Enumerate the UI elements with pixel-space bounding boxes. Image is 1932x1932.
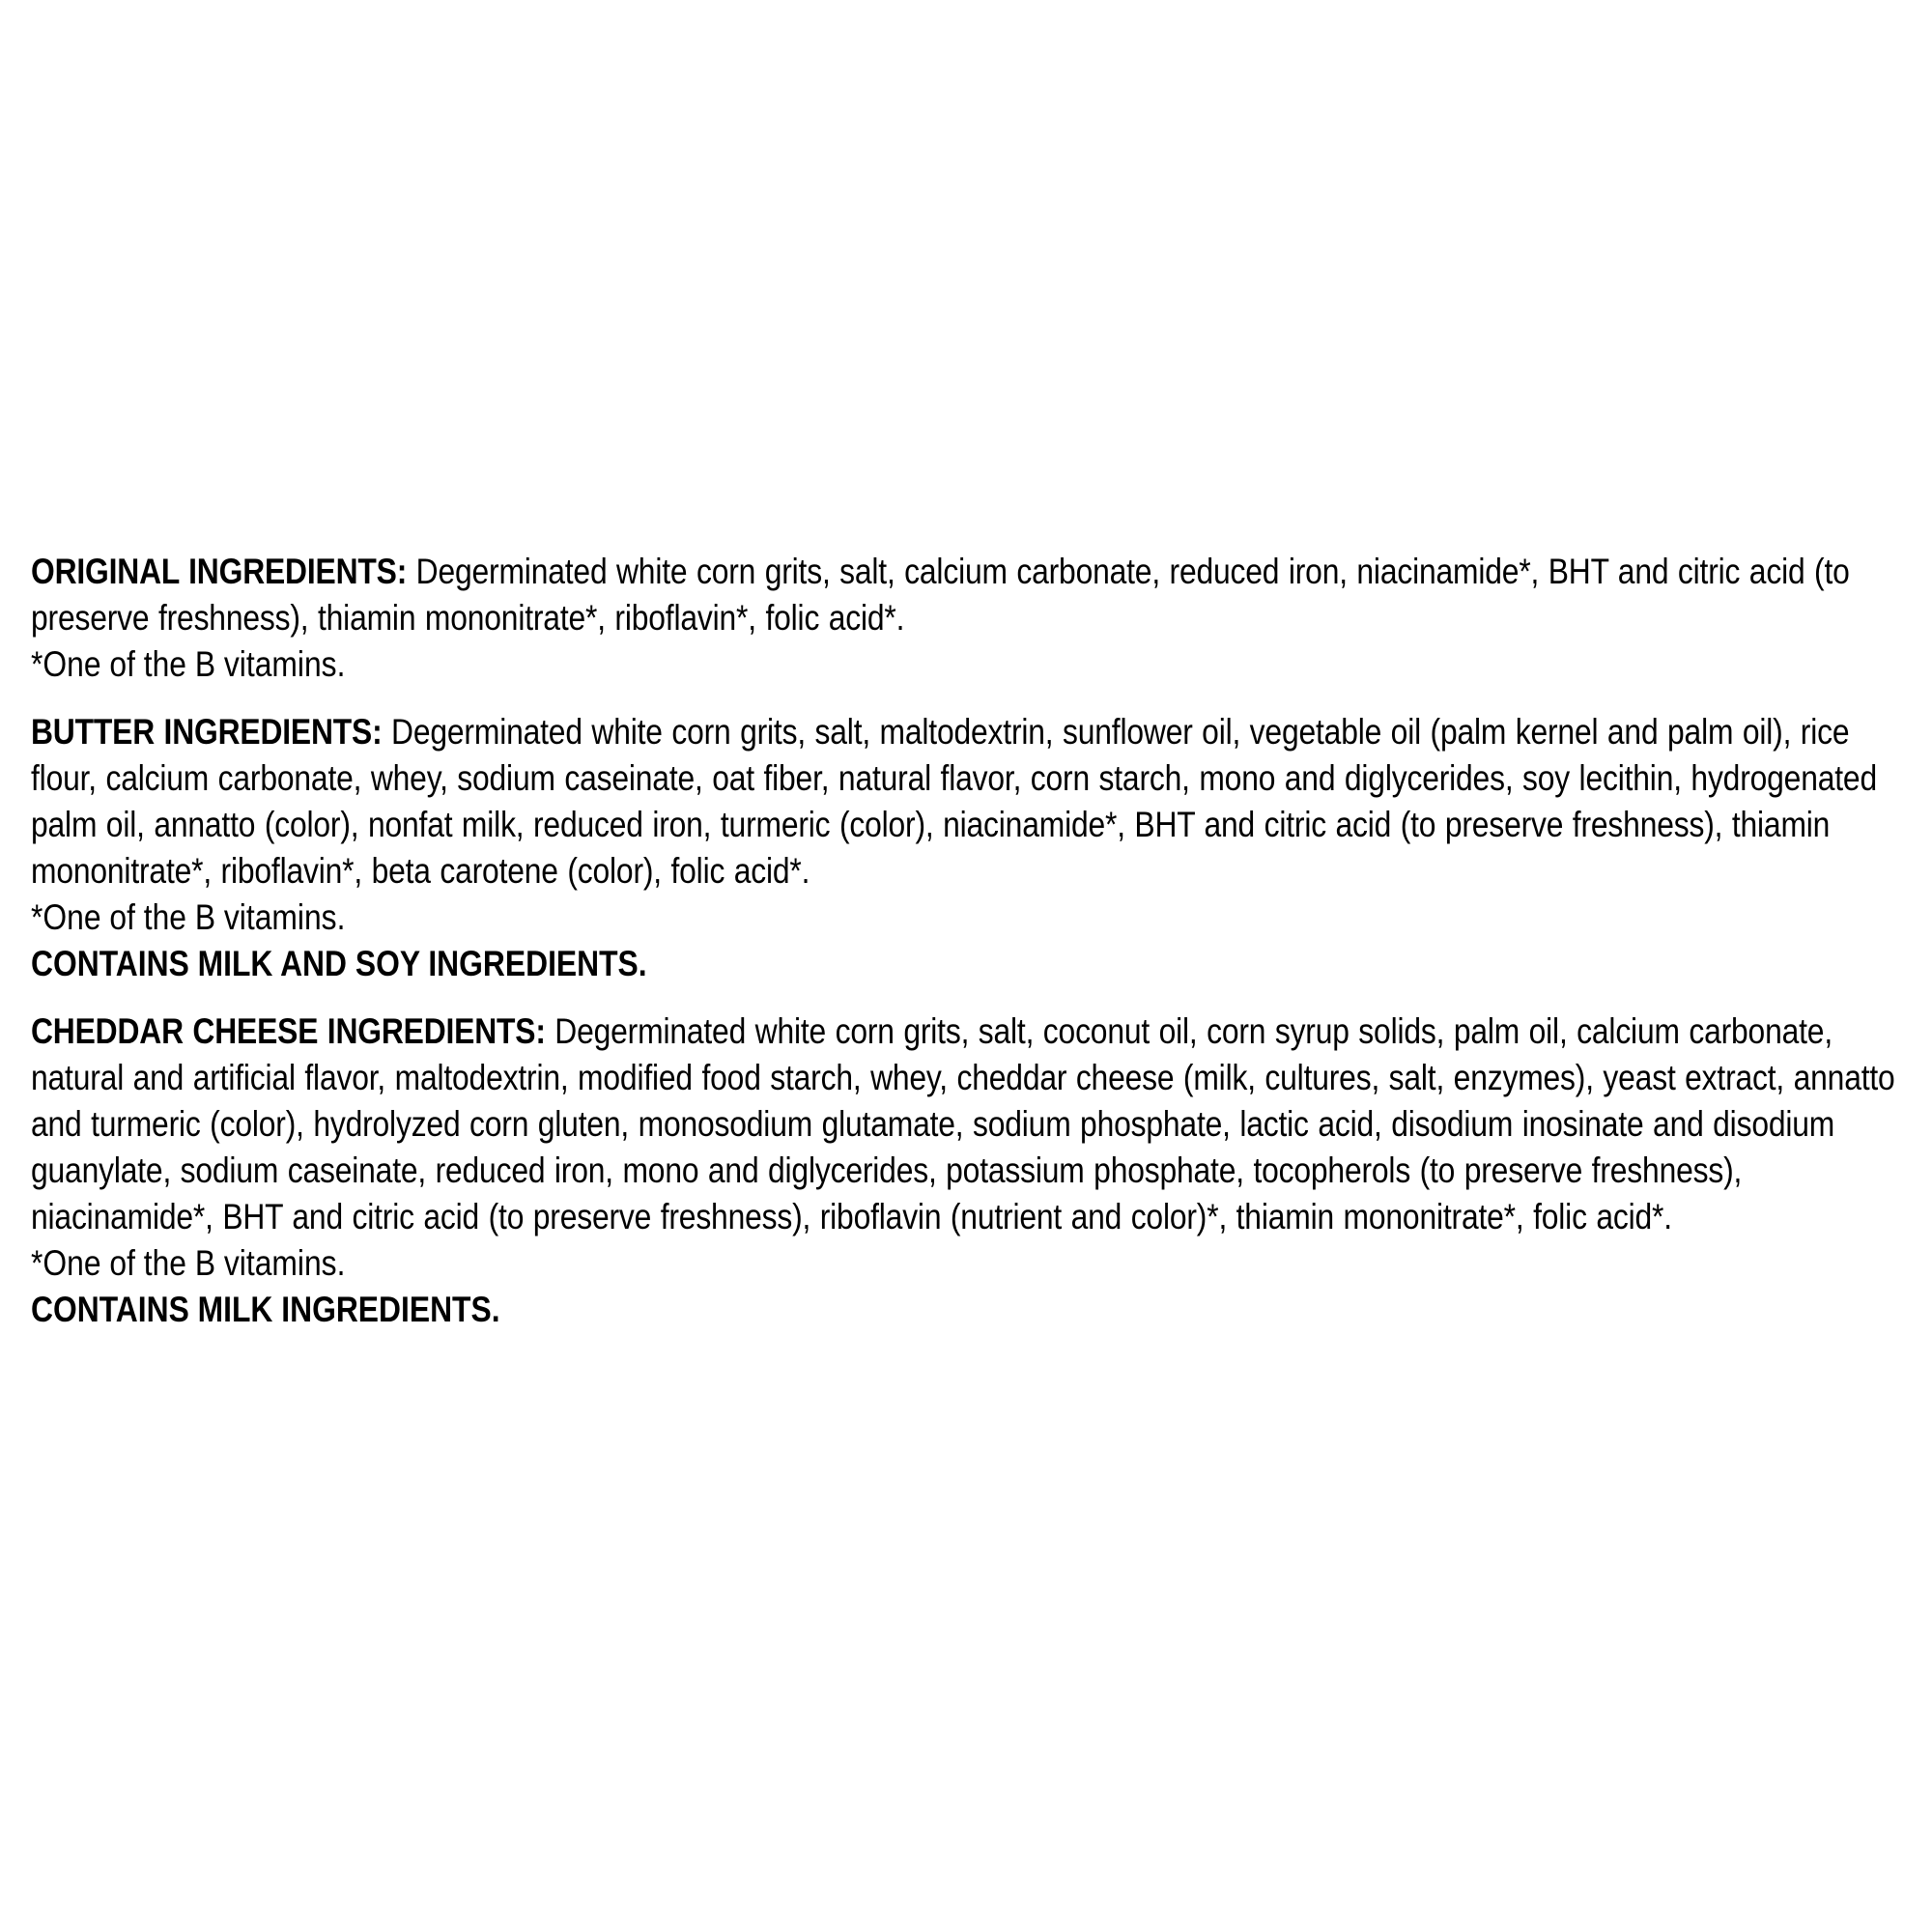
- footnote: *One of the B vitamins.: [31, 1243, 346, 1283]
- ingredients-text: Degerminated white corn grits, salt, calcium carbonate, reduced iron, niacinamide*, BHT and citric acid (to preserve freshness), thiamin mononitrate*, riboflavin*, folic acid*.: [31, 552, 1850, 638]
- section-label: ORIGINAL INGREDIENTS:: [31, 552, 408, 591]
- section-butter: [31, 709, 1913, 987]
- ingredients-paragraph: [31, 549, 1913, 641]
- section-label: CHEDDAR CHEESE INGREDIENTS:: [31, 1011, 546, 1051]
- section-cheddar-cheese: [31, 1009, 1913, 1333]
- section-original: [31, 549, 1913, 688]
- ingredients-text: Degerminated white corn grits, salt, maltodextrin, sunflower oil, vegetable oil (palm kernel and palm oil), rice flour, calcium carbonate, whey, sodium caseinate, oat fiber, natural flavor, corn starch, mono and diglycerides, soy lecithin, hydrogenated palm oil, annatto (color), nonfat milk, reduced iron, turmeric (color), niacinamide*, BHT and citric acid (to preserve freshness), thiamin mononitrate*, riboflavin*, beta carotene (color), folic acid*.: [31, 712, 1877, 891]
- ingredients-panel: [31, 549, 1913, 1354]
- ingredients-paragraph: [31, 709, 1913, 895]
- allergen-statement: CONTAINS MILK INGREDIENTS.: [31, 1290, 500, 1329]
- section-label: BUTTER INGREDIENTS:: [31, 712, 383, 752]
- footnote: *One of the B vitamins.: [31, 897, 346, 937]
- ingredients-paragraph: [31, 1009, 1913, 1240]
- footnote: *One of the B vitamins.: [31, 644, 346, 684]
- ingredients-text: Degerminated white corn grits, salt, coconut oil, corn syrup solids, palm oil, calcium carbonate, natural and artificial flavor, maltodextrin, modified food starch, whey, cheddar cheese (milk, cultures, salt, enzymes), yeast extract, annatto and turmeric (color), hydrolyzed corn gluten, monosodium glutamate, sodium phosphate, lactic acid, disodium inosinate and disodium guanylate, sodium caseinate, reduced iron, mono and diglycerides, potassium phosphate, tocopherols (to preserve freshness), niacinamide*, BHT and citric acid (to preserve freshness), riboflavin (nutrient and color)*, thiamin mononitrate*, folic acid*.: [31, 1011, 1895, 1236]
- allergen-statement: CONTAINS MILK AND SOY INGREDIENTS.: [31, 944, 647, 983]
